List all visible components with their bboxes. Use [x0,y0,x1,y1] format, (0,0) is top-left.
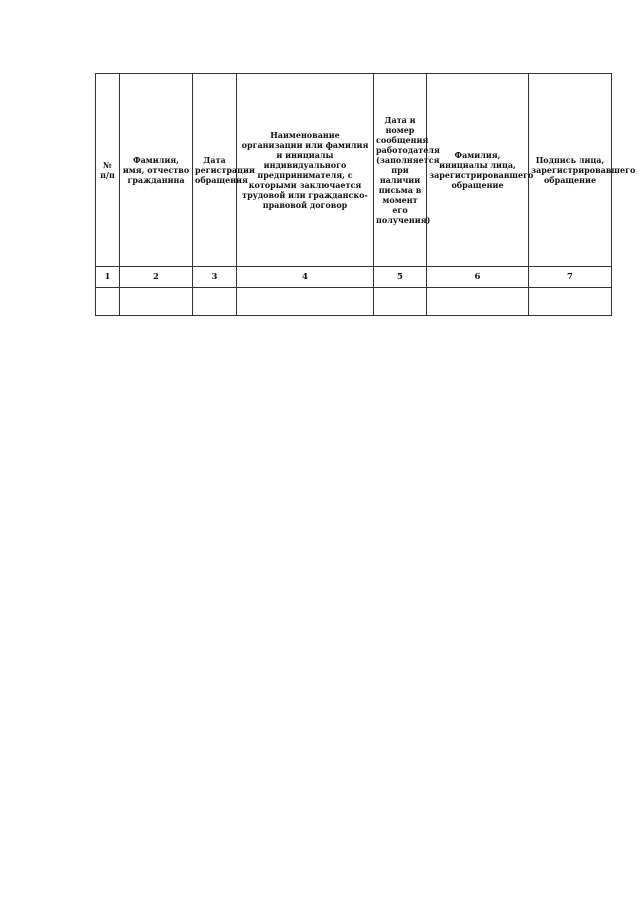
header-registration-date: Дата регистрации обращения [193,74,237,267]
header-employer-message: Дата и номер сообщения работодателя (заполняется при наличии письма в момент его получения) [374,74,427,267]
header-registrar-signature: Подпись лица, зарегистрировавшего обращение [529,74,612,267]
header-citizen-name: Фамилия, имя, отчество гражданина [120,74,193,267]
registration-table [95,73,636,316]
column-number: 6 [427,267,529,288]
header-organization-name: Наименование организации или фамилия и инициалы индивидуального предпринимателя, с которыми заключается трудовой или гражданско-правовой договор [237,74,374,267]
column-number: 2 [120,267,193,288]
table-cell [96,288,120,316]
table-cell [427,288,529,316]
table-cell [529,288,612,316]
table-cell [120,288,193,316]
column-number: 7 [529,267,612,288]
header-number: № п/п [96,74,120,267]
column-number: 5 [374,267,427,288]
table-cell [374,288,427,316]
table-header-row [96,74,612,267]
table-cell [193,288,237,316]
column-number: 4 [237,267,374,288]
header-registrar-name: Фамилия, инициалы лица, зарегистрировавшего обращение [427,74,529,267]
table-cell [237,288,374,316]
column-number: 1 [96,267,120,288]
column-number-row [96,267,612,288]
table-row [96,288,612,316]
column-number: 3 [193,267,237,288]
